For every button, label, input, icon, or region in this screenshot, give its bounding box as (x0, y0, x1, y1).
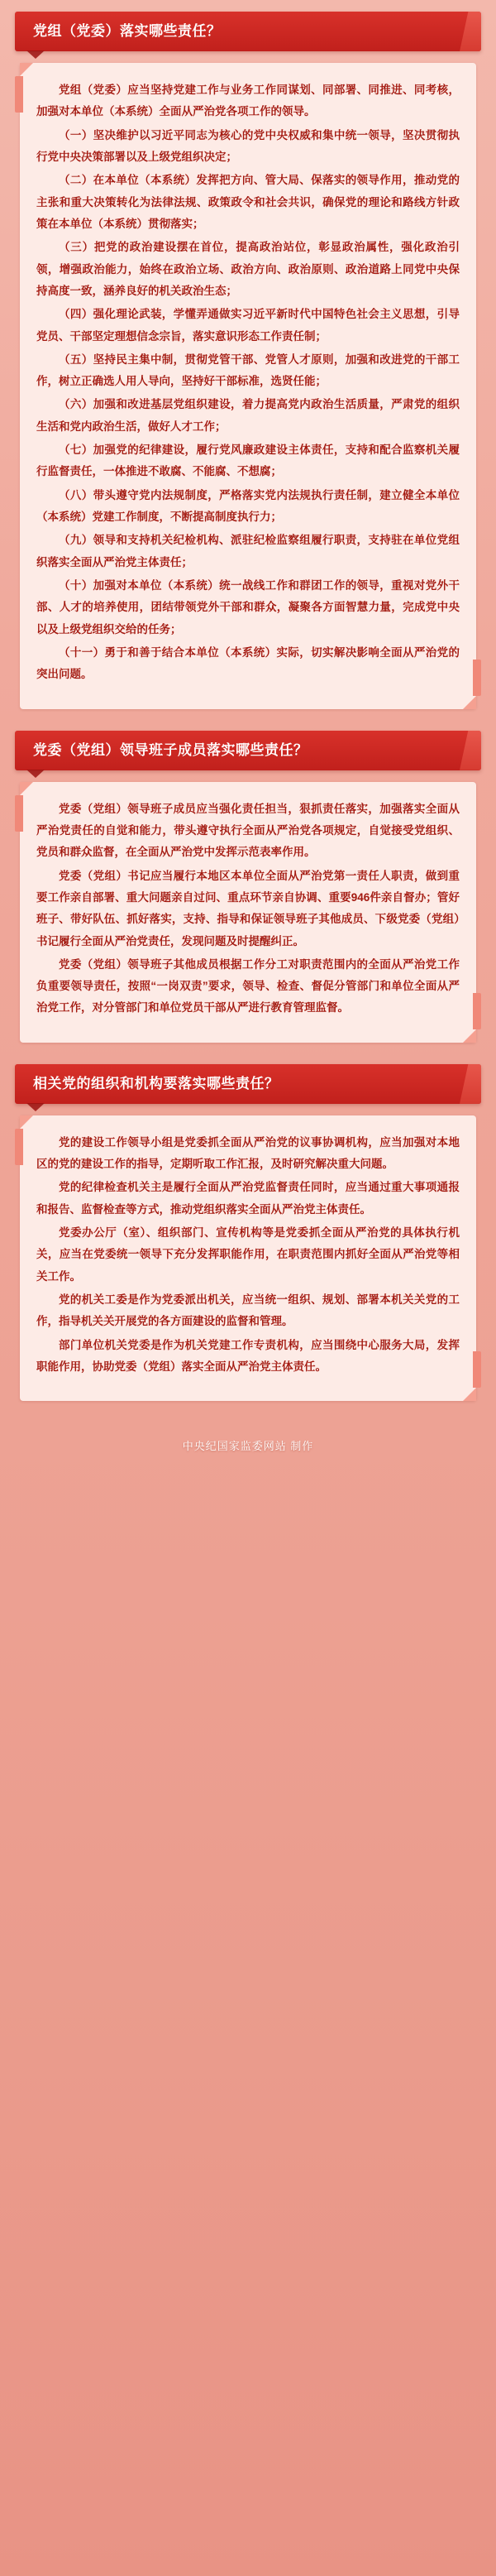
corner-accent-icon (463, 696, 476, 709)
paragraph: 党的纪律检查机关主是履行全面从严治党监督责任同时，应当通过重大事项通报和报告、监督检查等方式，推动党组织落实全面从严治党主体责任。 (36, 1181, 460, 1216)
section-heading-1: 党组（党委）落实哪些责任？ (15, 12, 481, 51)
paragraph: 党的建设工作领导小组是党委抓全面从严治党的议事协调机构，应当加强对本地区的党的建设工作的指导，定期听取工作汇报，及时研究解决重大问题。 (36, 1135, 460, 1171)
paragraph: 党的机关工委是作为党委派出机关，应当统一组织、规划、部署本机关关党的工作，指导机关关开展党的各方面建设的监督和管理。 (36, 1293, 460, 1328)
section-card-3 (20, 1115, 476, 1401)
corner-accent-icon (463, 1029, 476, 1043)
paragraph: 党委（党组）领导班子成员应当强化责任担当，狠抓责任落实，加强落实全面从严治党责任的自觉和能力，带头遵守执行全面从严治党各项规定，自觉接受党组织、党员和群众监督，在全面从严治党中发挥示范表率作用。 (36, 802, 460, 859)
section-card-2 (20, 782, 476, 1043)
paragraph: 党委（党组）领导班子其他成员根据工作分工对职责范围内的全面从严治党工作负重要领导责任，按照“一岗双责”要求，领导、检查、督促分管部门和单位全面从严治党工作，对分管部门和单位党员干部从严进行教育管理监督。 (36, 957, 460, 1015)
corner-accent-icon (20, 1115, 33, 1129)
section-heading-2: 党委（党组）领导班子成员落实哪些责任？ (15, 731, 481, 770)
paragraph: （一）坚决维护以习近平同志为核心的党中央权威和集中统一领导，坚决贯彻执行党中央决策部署以及上级党组织决定； (36, 128, 460, 164)
paragraph: （三）把党的政治建设摆在首位，提高政治站位，彰显政治属性，强化政治引领，增强政治能力，始终在政治立场、政治方向、政治原则、政治道路上同党中央保持高度一致，涵养良好的机关政治生态； (36, 241, 460, 297)
paragraph: （九）领导和支持机关纪检机构、派驻纪检监察组履行职责，支持驻在单位党组织落实全面从严治党主体责任； (36, 534, 460, 568)
section-card-1 (20, 63, 476, 708)
section-banner-3 (15, 1064, 481, 1104)
corner-accent-icon (463, 1388, 476, 1401)
banner-tail-icon (26, 770, 45, 778)
paragraph: （六）加强和改进基层党组织建设，着力提高党内政治生活质量，严肃党的组织生活和党内政治生活，做好人才工作； (36, 398, 460, 433)
footer-credit: 中央纪国家监委网站 制作 (182, 1440, 314, 1453)
paragraph: （二）在本单位（本系统）发挥把方向、管大局、保落实的领导作用，推动党的主张和重大决策转化为法律法规、政策政令和社会共识，确保党的理论和路线方针政策在本单位（本系统）贯彻落实； (36, 174, 460, 230)
banner-tail-icon (26, 1103, 45, 1111)
paragraph: （十一）勇于和善于结合本单位（本系统）实际，切实解决影响全面从严治党的突出问题。 (36, 645, 460, 681)
paragraph: 部门单位机关党委是作为机关党建工作专责机构，应当围绕中心服务大局，发挥职能作用，协助党委（党组）落实全面从严治党主体责任。 (36, 1338, 460, 1373)
paragraph: 党委（党组）书记应当履行本地区本单位全面从严治党第一责任人职责，做到重要工作亲自部署、重大问题亲自过问、重点环节亲自协调、重要946件亲自督办；管好班子、带好队伍、抓好落实，支持、指导和保证领导班子其他成员、下级党委（党组）书记履行全面从严治党责任，发现问题及时提醒纠正。 (36, 869, 460, 947)
paragraph: （四）强化理论武装，学懂弄通做实习近平新时代中国特色社会主义思想，引导党员、干部坚定理想信念宗旨，落实意识形态工作责任制； (36, 308, 460, 343)
paragraph: （十）加强对本单位（本系统）统一战线工作和群团工作的领导，重视对党外干部、人才的培养使用，团结带领党外干部和群众，凝聚各方面智慧力量，完成党中央以及上级党组织交给的任务； (36, 578, 460, 636)
section-heading-3: 相关党的组织和机构要落实哪些责任？ (15, 1064, 481, 1104)
corner-accent-icon (20, 63, 33, 76)
paragraph: （八）带头遵守党内法规制度，严格落实党内法规执行责任制，建立健全本单位（本系统）党建工作制度，不断提高制度执行力； (36, 488, 460, 524)
paragraph: 党组（党委）应当坚持党建工作与业务工作同谋划、同部署、同推进、同考核，加强对本单位（本系统）全面从严治党各项工作的领导。 (36, 84, 460, 118)
paragraph: 党委办公厅（室）、组织部门、宣传机构等是党委抓全面从严治党的具体执行机关，应当在党委统一领导下充分发挥职能作用，在职责范围内抓好全面从严治党等相关工作。 (36, 1226, 460, 1283)
banner-tail-icon (26, 50, 45, 59)
corner-accent-icon (20, 782, 33, 795)
section-banner-2 (15, 731, 481, 770)
paragraph: （五）坚持民主集中制，贯彻党管干部、党管人才原则，加强和改进党的干部工作，树立正确选人用人导向，坚持好干部标准，选贤任能； (36, 353, 460, 388)
section-banner-1 (15, 12, 481, 51)
paragraph: （七）加强党的纪律建设，履行党风廉政建设主体责任，支持和配合监察机关履行监督责任，一体推进不敢腐、不能腐、不想腐； (36, 444, 460, 478)
